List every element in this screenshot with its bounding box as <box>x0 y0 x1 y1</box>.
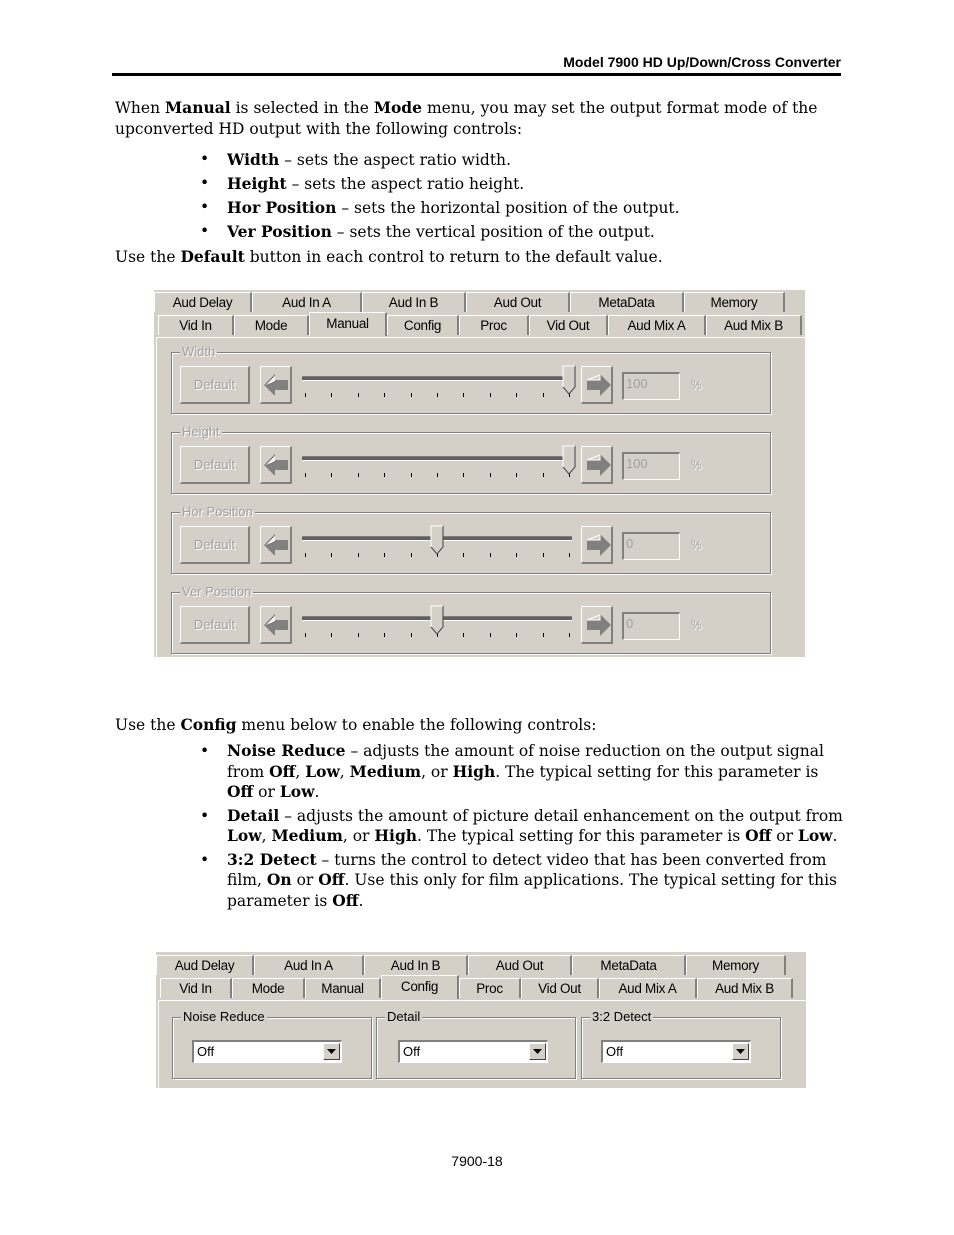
slider-tick <box>543 473 544 477</box>
text: , or <box>342 827 375 845</box>
tab-manual[interactable]: Manual <box>309 312 387 336</box>
hor-position-increase-button[interactable] <box>581 526 613 564</box>
chevron-down-icon <box>533 1049 542 1054</box>
ver-position-increase-button[interactable] <box>581 606 613 644</box>
list-item <box>198 220 843 244</box>
slider-tick <box>490 553 491 557</box>
arrow-right-icon <box>585 374 611 396</box>
width-slider-thumb[interactable] <box>562 365 576 398</box>
config-dialog <box>156 952 806 1088</box>
text: – turns the control to detect video that has been converted from film, <box>227 850 827 889</box>
group-label: Hor Position <box>182 504 253 519</box>
slider-tick <box>331 393 332 397</box>
width-unit: % <box>691 378 702 392</box>
bold-text: Medium <box>271 826 343 845</box>
height-slider-track[interactable] <box>302 456 572 461</box>
group-label: Detail <box>387 1009 421 1024</box>
detect-32-group <box>581 1009 781 1079</box>
tab-aud-mix-a[interactable]: Aud Mix A <box>608 315 706 335</box>
tab-metadata[interactable]: MetaData <box>572 955 686 975</box>
height-slider-thumb[interactable] <box>562 445 576 478</box>
tab-row-bottom <box>154 315 802 337</box>
text: When <box>115 99 165 117</box>
tab-aud-mix-a[interactable]: Aud Mix A <box>599 978 697 998</box>
slider-tick <box>305 633 306 637</box>
slider-tick <box>358 633 359 637</box>
list-item <box>198 172 843 196</box>
bold-text: Off <box>332 890 359 910</box>
header-rule <box>112 73 841 76</box>
text: , <box>295 762 306 781</box>
text: . Use this only for film applications. The typical setting for this parameter is <box>227 871 838 910</box>
tab-vid-in[interactable]: Vid In <box>160 978 232 998</box>
text: button in each control to return to the default value. <box>244 248 663 266</box>
desc: – sets the vertical position of the output. <box>331 223 655 241</box>
text: menu, you may set the output format mode of the upconverted HD output with the following controls: <box>115 99 818 138</box>
tab-config[interactable]: Config <box>387 315 459 335</box>
tab-mode[interactable]: Mode <box>234 315 309 335</box>
slider-tick <box>358 553 359 557</box>
tab-aud-mix-b[interactable]: Aud Mix B <box>697 978 793 998</box>
slider-tick <box>516 473 517 477</box>
select-value: Off <box>403 1044 421 1059</box>
text: . <box>358 891 364 910</box>
hor-position-unit: % <box>691 538 702 552</box>
text: . The typical setting for this parameter is <box>495 762 819 781</box>
term: Hor Position <box>227 198 337 217</box>
slider-thumb-icon <box>430 605 444 635</box>
slider-tick <box>463 553 464 557</box>
height-unit: % <box>691 458 702 472</box>
slider-tick <box>411 393 412 397</box>
dropdown-button[interactable] <box>732 1043 749 1060</box>
height-decrease-button[interactable] <box>260 446 292 484</box>
list-item <box>198 196 843 220</box>
desc: – sets the aspect ratio height. <box>286 175 525 193</box>
width-slider-track[interactable] <box>302 376 572 381</box>
bold-text: Off <box>318 870 345 889</box>
select-value: Off <box>197 1044 215 1059</box>
tab-memory[interactable]: Memory <box>684 292 785 312</box>
arrow-left-icon <box>264 534 290 556</box>
dropdown-button[interactable] <box>323 1043 340 1060</box>
slider-tick <box>516 553 517 557</box>
width-group <box>171 344 771 414</box>
ver-position-slider-thumb[interactable] <box>430 605 444 638</box>
tab-aud-out[interactable]: Aud Out <box>466 292 570 312</box>
slider-tick <box>331 553 332 557</box>
slider-tick <box>463 473 464 477</box>
bold-text: Mode <box>373 98 423 117</box>
bold-text: Off <box>227 782 254 801</box>
bold-text: On <box>266 870 292 889</box>
default-note <box>115 246 845 268</box>
slider-tick <box>358 473 359 477</box>
list-item <box>198 741 843 803</box>
height-group <box>171 424 771 494</box>
text: , or <box>421 762 453 781</box>
slider-tick <box>516 633 517 637</box>
group-label: Height <box>182 424 220 439</box>
slider-tick <box>543 393 544 397</box>
arrow-left-icon <box>264 374 290 396</box>
page-number: 7900-18 <box>451 1153 503 1169</box>
tab-aud-mix-b[interactable]: Aud Mix B <box>706 315 802 335</box>
intro-paragraph <box>115 97 845 140</box>
arrow-left-icon <box>264 454 290 476</box>
width-increase-button[interactable] <box>581 366 613 404</box>
bold-text: High <box>374 826 418 845</box>
chevron-down-icon <box>736 1049 745 1054</box>
group-label: Noise Reduce <box>183 1009 265 1024</box>
tab-aud-in-a[interactable]: Aud In A <box>252 292 362 312</box>
tab-aud-in-a[interactable]: Aud In A <box>254 955 364 975</box>
hor-position-decrease-button[interactable] <box>260 526 292 564</box>
dropdown-button[interactable] <box>529 1043 546 1060</box>
ver-position-unit: % <box>691 618 702 632</box>
slider-tick <box>463 633 464 637</box>
arrow-left-icon <box>264 614 290 636</box>
slider-tick <box>384 633 385 637</box>
manual-controls-list <box>198 148 843 244</box>
arrow-right-icon <box>585 454 611 476</box>
detect-32-select[interactable] <box>601 1040 751 1063</box>
term: Height <box>227 174 287 193</box>
tab-vid-out[interactable]: Vid Out <box>521 978 599 998</box>
arrow-right-icon <box>585 614 611 636</box>
ver-position-default-button[interactable]: Default <box>180 606 250 644</box>
slider-tick <box>331 633 332 637</box>
width-default-button[interactable]: Default <box>180 366 250 404</box>
text: – adjusts the amount of picture detail enhancement on the output from <box>279 806 843 825</box>
slider-tick <box>411 633 412 637</box>
slider-tick <box>305 473 306 477</box>
slider-thumb-icon <box>562 445 576 475</box>
slider-tick <box>516 393 517 397</box>
term: Ver Position <box>227 222 332 241</box>
slider-tick <box>437 393 438 397</box>
tab-memory[interactable]: Memory <box>686 955 786 975</box>
text: – adjusts the amount of noise reduction on the output signal from <box>227 742 824 781</box>
slider-tick <box>331 473 332 477</box>
height-increase-button[interactable] <box>581 446 613 484</box>
list-item <box>198 850 843 912</box>
text: is selected in the <box>230 99 374 117</box>
tab-aud-in-b[interactable]: Aud In B <box>362 292 466 312</box>
config-intro <box>115 714 845 736</box>
tab-vid-out[interactable]: Vid Out <box>529 315 608 335</box>
noise-reduce-select[interactable] <box>192 1040 342 1063</box>
tab-config[interactable]: Config <box>381 975 459 999</box>
term: 3:2 Detect <box>227 849 317 869</box>
slider-tick <box>437 473 438 477</box>
bold-text: Off <box>745 826 772 845</box>
tab-proc[interactable]: Proc <box>459 315 529 335</box>
text: or <box>253 783 280 801</box>
manual-dialog <box>154 290 805 657</box>
bold-text: Low <box>797 826 833 845</box>
term: Noise Reduce <box>227 741 346 760</box>
slider-tick <box>569 633 570 637</box>
slider-tick <box>490 633 491 637</box>
slider-tick <box>411 473 412 477</box>
slider-tick <box>384 473 385 477</box>
term: Detail <box>227 805 280 825</box>
bold-text: Medium <box>349 761 422 781</box>
detail-select[interactable] <box>398 1040 548 1063</box>
tab-metadata[interactable]: MetaData <box>570 292 684 312</box>
slider-tick <box>569 553 570 557</box>
height-default-button[interactable]: Default <box>180 446 250 484</box>
text: Use the <box>115 248 181 266</box>
slider-thumb-icon <box>562 365 576 395</box>
bold-text: Low <box>227 826 262 845</box>
text: menu below to enable the following controls: <box>236 716 597 734</box>
text: . The typical setting for this parameter is <box>417 827 746 845</box>
tab-proc[interactable]: Proc <box>459 978 521 998</box>
text: Use the <box>115 716 181 734</box>
slider-tick <box>543 633 544 637</box>
slider-tick <box>463 393 464 397</box>
text: or <box>291 871 319 889</box>
hor-position-default-button[interactable]: Default <box>180 526 250 564</box>
desc: – sets the aspect ratio width. <box>279 151 511 169</box>
bold-text: Config <box>180 715 237 734</box>
noise-reduce-group <box>172 1009 372 1079</box>
ver-position-value-field[interactable]: 0 <box>622 612 680 640</box>
bold-text: Low <box>305 761 340 781</box>
bold-text: Off <box>269 761 296 781</box>
tab-aud-in-b[interactable]: Aud In B <box>364 955 468 975</box>
slider-tick <box>490 473 491 477</box>
slider-tick <box>543 553 544 557</box>
term: Width <box>227 150 280 169</box>
text: or <box>771 827 798 845</box>
bold-text: Default <box>180 247 245 266</box>
tab-body <box>156 337 805 657</box>
text: . <box>314 783 320 801</box>
ver-position-group <box>171 584 771 654</box>
tab-aud-delay[interactable]: Aud Delay <box>156 955 254 975</box>
ver-position-decrease-button[interactable] <box>260 606 292 644</box>
tab-aud-delay[interactable]: Aud Delay <box>154 292 252 312</box>
hor-position-slider-thumb[interactable] <box>430 525 444 558</box>
desc: – sets the horizontal position of the output. <box>336 199 680 217</box>
arrow-right-icon <box>585 534 611 556</box>
bold-text: Low <box>279 782 315 801</box>
config-controls-list <box>198 741 843 911</box>
group-label: Ver Position <box>182 584 252 599</box>
list-item <box>198 806 843 847</box>
slider-thumb-icon <box>430 525 444 555</box>
slider-tick <box>384 553 385 557</box>
chevron-down-icon <box>327 1049 336 1054</box>
tab-row-bottom <box>156 978 793 1000</box>
group-label: 3:2 Detect <box>592 1009 652 1024</box>
slider-tick <box>305 393 306 397</box>
slider-tick <box>384 393 385 397</box>
tab-manual[interactable]: Manual <box>305 978 381 998</box>
tab-row-top <box>154 292 785 314</box>
group-label: Width <box>182 344 216 359</box>
page-header: Model 7900 HD Up/Down/Cross Converter <box>563 54 841 70</box>
hor-position-group <box>171 504 771 574</box>
slider-tick <box>490 393 491 397</box>
select-value: Off <box>606 1044 624 1059</box>
tab-vid-in[interactable]: Vid In <box>158 315 234 335</box>
text: . <box>832 827 838 845</box>
tab-aud-out[interactable]: Aud Out <box>468 955 572 975</box>
bold-text: High <box>452 761 496 781</box>
slider-tick <box>411 553 412 557</box>
bold-text: Manual <box>165 98 231 117</box>
hor-position-value-field[interactable]: 0 <box>622 532 680 560</box>
text: , <box>261 827 272 845</box>
text: , <box>339 762 350 781</box>
slider-tick <box>305 553 306 557</box>
width-decrease-button[interactable] <box>260 366 292 404</box>
tab-mode[interactable]: Mode <box>232 978 305 998</box>
tab-body <box>158 1000 806 1088</box>
detail-group <box>376 1009 576 1079</box>
width-value-field[interactable]: 100 <box>622 372 680 400</box>
list-item <box>198 148 843 172</box>
tab-row-top <box>156 955 786 977</box>
slider-tick <box>358 393 359 397</box>
height-value-field[interactable]: 100 <box>622 452 680 480</box>
